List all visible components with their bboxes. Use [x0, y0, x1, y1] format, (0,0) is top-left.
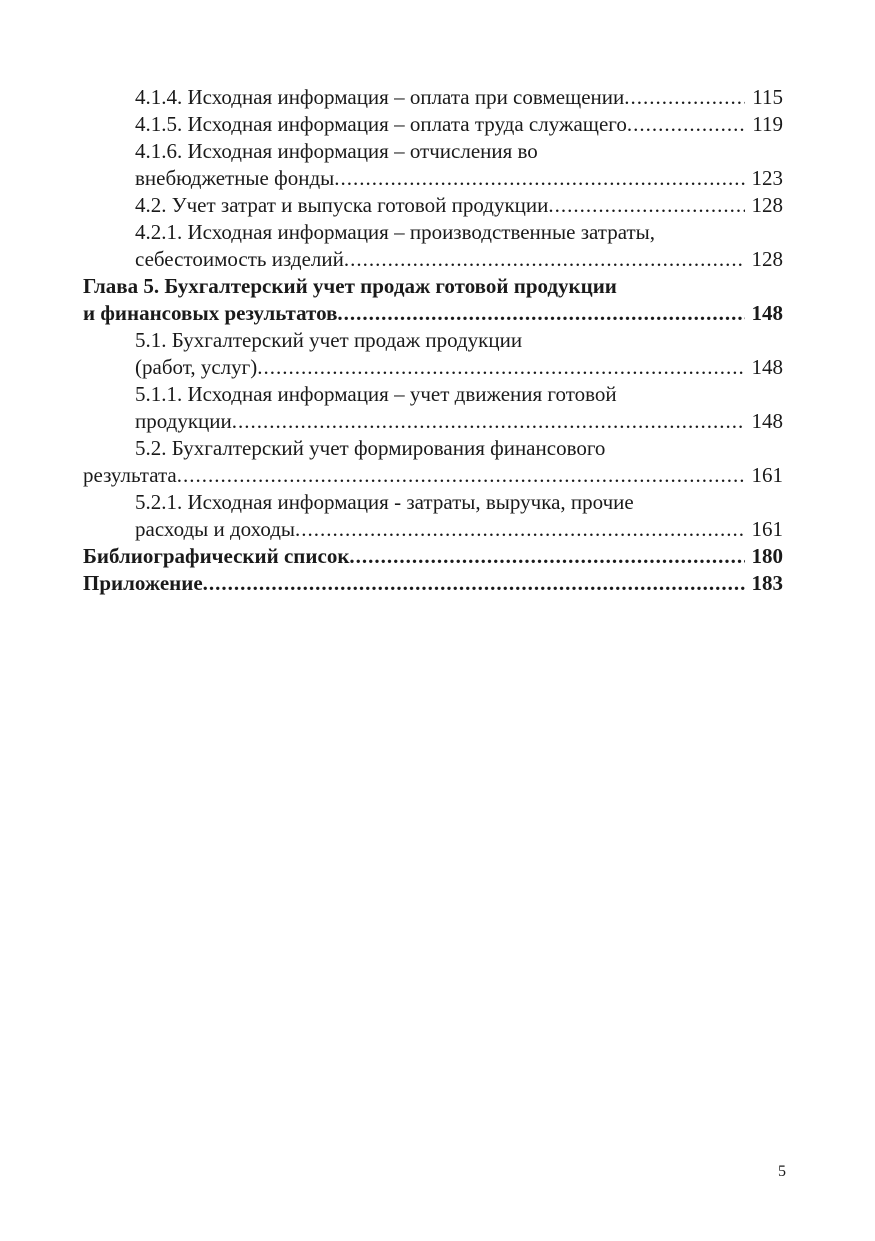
table-of-contents — [83, 84, 783, 597]
toc-chapter-title: Глава 5. Бухгалтерский учет продаж готовой продукции — [83, 274, 617, 298]
toc-chapter-heading[interactable] — [83, 273, 783, 300]
toc-chapter-title: и финансовых результатов — [83, 301, 338, 325]
toc-entry-title: внебюджетные фонды — [135, 166, 335, 190]
dot-leader — [177, 462, 745, 489]
toc-entry-title: результата — [83, 463, 177, 487]
toc-entry-title: 4.2. Учет затрат и выпуска готовой продукции — [135, 193, 549, 217]
toc-entry-title: 5.1. Бухгалтерский учет продаж продукции — [135, 328, 523, 352]
toc-entry-title: 5.2.1. Исходная информация - затраты, выручка, прочие — [135, 490, 634, 514]
toc-entry[interactable] — [83, 462, 783, 489]
toc-entry-title: 5.1.1. Исходная информация – учет движения готовой — [135, 382, 617, 406]
toc-entry-title: расходы и доходы — [135, 517, 296, 541]
toc-entry-page: 161 — [751, 517, 783, 541]
toc-entry-page: 128 — [751, 247, 783, 271]
toc-entry-page: 119 — [752, 112, 783, 136]
toc-appendix[interactable] — [83, 570, 783, 597]
toc-entry-title: Приложение — [83, 571, 203, 595]
toc-chapter-heading[interactable] — [83, 300, 783, 327]
toc-entry-page: 115 — [752, 85, 783, 109]
toc-entry[interactable] — [83, 111, 783, 138]
toc-entry-page: 183 — [751, 571, 783, 595]
toc-entry-continued[interactable] — [83, 219, 783, 246]
toc-entry[interactable] — [83, 354, 783, 381]
toc-entry-title: Библиографический список — [83, 544, 350, 568]
toc-entry[interactable] — [83, 165, 783, 192]
toc-entry-title: 4.1.6. Исходная информация – отчисления во — [135, 139, 538, 163]
dot-leader — [257, 354, 745, 381]
toc-entry-title: продукции — [135, 409, 232, 433]
toc-entry-page: 148 — [751, 355, 783, 379]
dot-leader — [627, 111, 745, 138]
toc-entry[interactable] — [83, 516, 783, 543]
toc-entry-continued[interactable] — [83, 138, 783, 165]
toc-entry[interactable] — [83, 408, 783, 435]
dot-leader — [337, 300, 745, 327]
toc-entry-title: 4.1.5. Исходная информация – оплата труда служащего — [135, 112, 627, 136]
toc-entry-title: 5.2. Бухгалтерский учет формирования финансового — [135, 436, 606, 460]
page-number: 5 — [778, 1163, 786, 1180]
dot-leader — [344, 246, 745, 273]
toc-entry-continued[interactable] — [83, 381, 783, 408]
dot-leader — [203, 570, 745, 597]
toc-entry-continued[interactable] — [83, 327, 783, 354]
toc-bibliography[interactable] — [83, 543, 783, 570]
toc-entry-title: себестоимость изделий — [135, 247, 344, 271]
dot-leader — [295, 516, 745, 543]
toc-entry-page: 148 — [751, 409, 783, 433]
dot-leader — [334, 165, 745, 192]
toc-entry-page: 148 — [751, 301, 783, 325]
toc-entry-title: 4.1.4. Исходная информация – оплата при совмещении — [135, 85, 625, 109]
toc-entry-page: 128 — [751, 193, 783, 217]
toc-entry[interactable] — [83, 84, 783, 111]
toc-entry-page: 180 — [751, 544, 783, 568]
toc-entry-page: 123 — [751, 166, 783, 190]
toc-entry-page: 161 — [751, 463, 783, 487]
toc-entry-continued[interactable] — [83, 489, 783, 516]
toc-entry[interactable] — [83, 246, 783, 273]
toc-entry-title: 4.2.1. Исходная информация – производственные затраты, — [135, 220, 656, 244]
dot-leader — [624, 84, 745, 111]
dot-leader — [349, 543, 745, 570]
toc-entry[interactable] — [83, 192, 783, 219]
dot-leader — [232, 408, 745, 435]
toc-entry-continued[interactable] — [83, 435, 783, 462]
toc-entry-title: (работ, услуг) — [135, 355, 258, 379]
dot-leader — [548, 192, 745, 219]
